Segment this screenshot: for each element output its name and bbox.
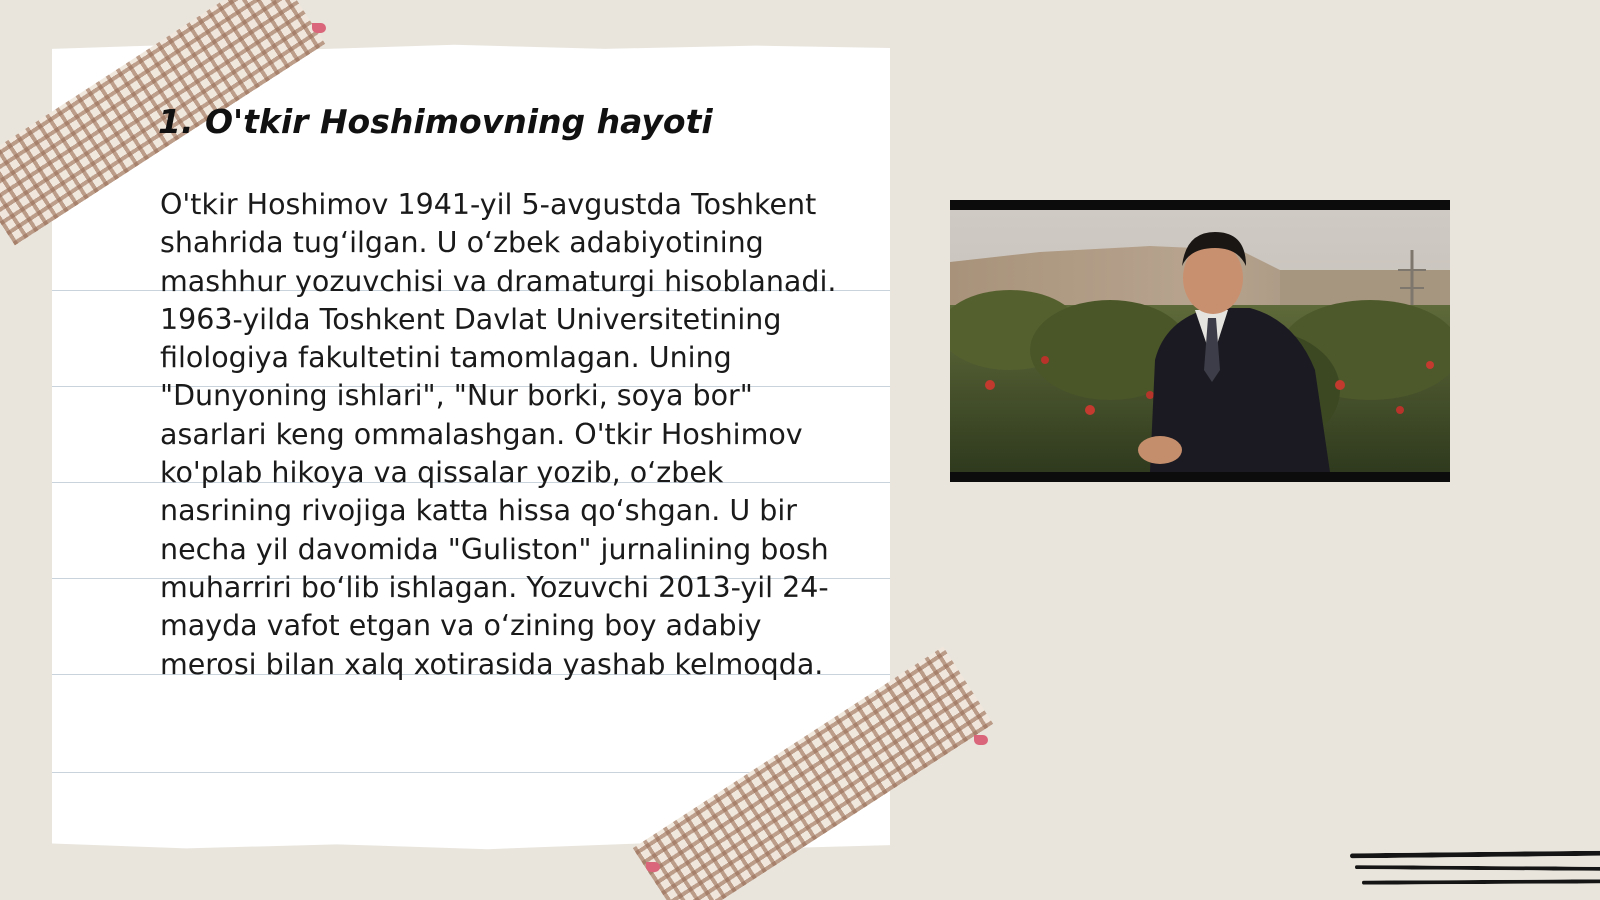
brush-stroke xyxy=(1362,879,1600,884)
tape-pin-left xyxy=(646,862,660,872)
brush-stroke xyxy=(1355,865,1600,871)
slide-title: 1. O'tkir Hoshimovning hayoti xyxy=(158,102,713,141)
tape-pin-top xyxy=(312,23,326,33)
brush-stroke xyxy=(1350,851,1600,859)
portrait-photo-image xyxy=(950,210,1450,472)
tape-pin-right xyxy=(974,735,988,745)
biography-text: O'tkir Hoshimov 1941-yil 5-avgustda Toshkent shahrida tug‘ilgan. U o‘zbek adabiyotining mashhur yozuvchisi va dramaturgi hisoblanadi. 1963-yilda Toshkent Davlat Universitetining filologiya fakultetini tamomlagan. Uning "Dunyoning ishlari", "Nur borki, soya bor" asarlari keng ommalashgan. O'tkir Hoshimov ko'plab hikoya va qissalar yozib, o‘zbek nasrining rivojiga katta hissa qo‘shgan. U bir necha yil davomida "Guliston" jurnalining bosh muharriri bo‘lib ishlagan. Yozuvchi 2013-yil 24-mayda vafot etgan va o‘zining boy adabiy merosi bilan xalq xotirasida yashab kelmoqda. xyxy=(160,188,837,681)
portrait-photo xyxy=(950,200,1450,482)
